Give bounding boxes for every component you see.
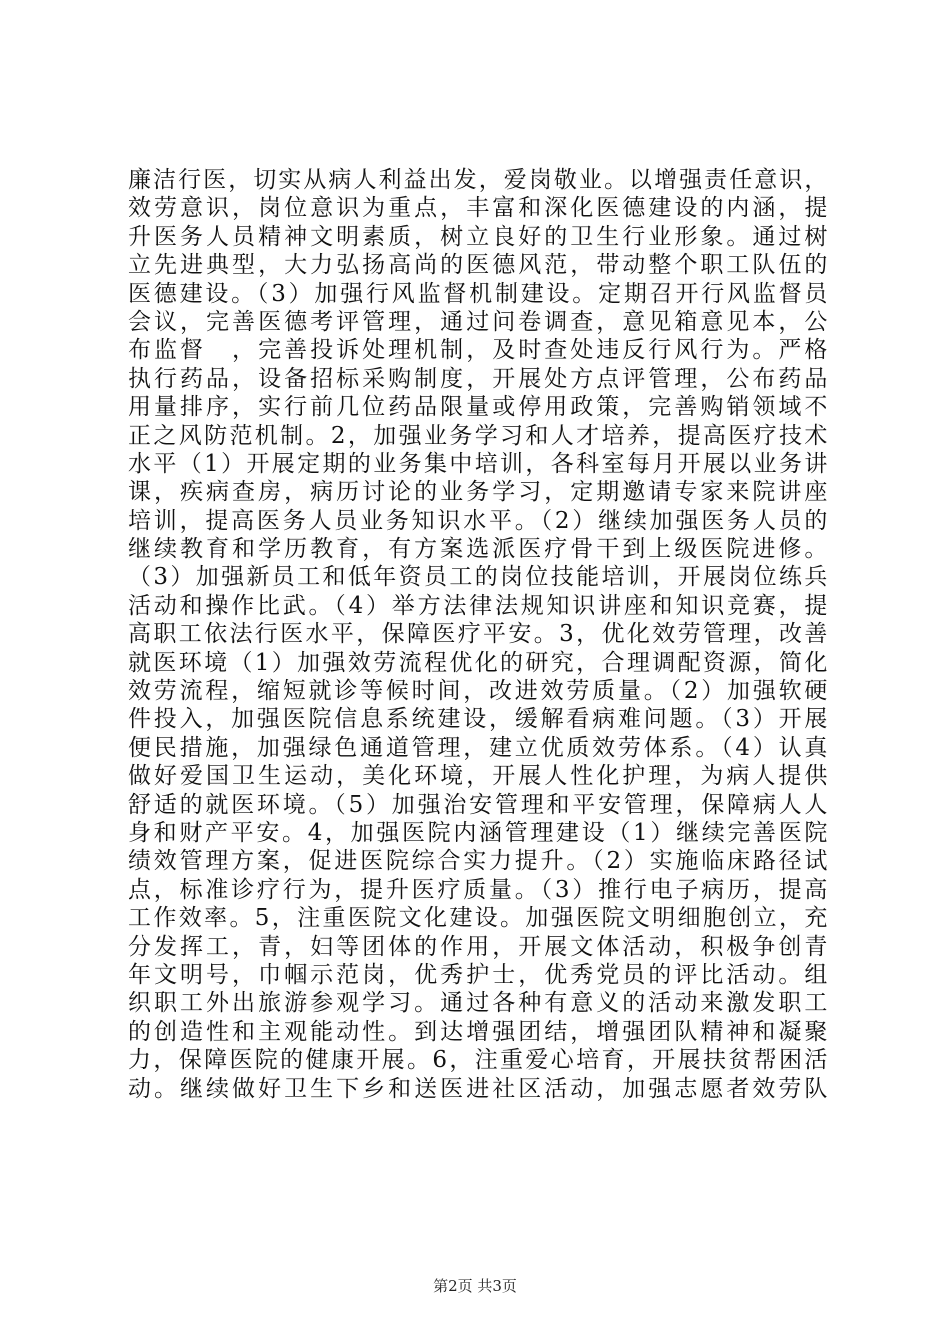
text-line: 会议，完善医德考评管理，通过问卷调查，意见箱意见本，公 bbox=[128, 308, 828, 335]
text-line: 件投入，加强医院信息系统建设，缓解看病难问题。（3）开展 bbox=[128, 706, 828, 733]
text-line: 便民措施，加强绿色通道管理，建立优质效劳体系。（4）认真 bbox=[128, 734, 828, 761]
text-line: 活动和操作比武。（4）举方法律法规知识讲座和知识竞赛，提 bbox=[128, 592, 828, 619]
text-line: 廉洁行医，切实从病人利益出发，爱岗敬业。以增强责任意识， bbox=[128, 167, 828, 193]
text-line: 效劳流程，缩短就诊等候时间，改进效劳质量。（2）加强软硬 bbox=[128, 678, 828, 705]
text-line: 织职工外出旅游参观学习。通过各种有意义的活动来激发职工 bbox=[128, 990, 828, 1017]
text-line: 身和财产平安。4，加强医院内涵管理建设（1）继续完善医院 bbox=[128, 819, 828, 846]
text-line: 升医务人员精神文明素质，树立良好的卫生行业形象。通过树 bbox=[128, 223, 828, 250]
text-line: 年文明号，巾帼示范岗，优秀护士，优秀党员的评比活动。组 bbox=[128, 961, 828, 988]
text-line: 执行药品，设备招标采购制度，开展处方点评管理，公布药品 bbox=[128, 365, 828, 392]
text-line: 点，标准诊疗行为，提升医疗质量。（3）推行电子病历，提高 bbox=[128, 876, 828, 903]
text-line: 舒适的就医环境。（5）加强治安管理和平安管理，保障病人人 bbox=[128, 791, 828, 818]
text-line: 立先进典型，大力弘扬高尚的医德风范，带动整个职工队伍的 bbox=[128, 252, 828, 279]
text-line: 课，疾病查房，病历讨论的业务学习，定期邀请专家来院讲座 bbox=[128, 479, 828, 506]
text-line: （3）加强新员工和低年资员工的岗位技能培训，开展岗位练兵 bbox=[128, 564, 828, 591]
text-line: 培训，提高医务人员业务知识水平。（2）继续加强医务人员的 bbox=[128, 507, 828, 534]
text-line: 高职工依法行医水平，保障医疗平安。3，优化效劳管理，改善 bbox=[128, 621, 828, 648]
text-line: 分发挥工，青，妇等团体的作用，开展文体活动，积极争创青 bbox=[128, 933, 828, 960]
body-text bbox=[128, 166, 828, 1103]
text-line: 医德建设。（3）加强行风监督机制建设。定期召开行风监督员 bbox=[128, 280, 828, 307]
text-line: 动。继续做好卫生下乡和送医进社区活动，加强志愿者效劳队 bbox=[128, 1075, 828, 1102]
text-line: 效劳意识，岗位意识为重点，丰富和深化医德建设的内涵，提 bbox=[128, 195, 828, 222]
page-number-footer: 第2页 共3页 bbox=[433, 1277, 517, 1295]
text-line: 正之风防范机制。2，加强业务学习和人才培养，提高医疗技术 bbox=[128, 422, 828, 449]
text-line: 布监督 ，完善投诉处理机制，及时查处违反行风行为。严格 bbox=[128, 337, 828, 364]
text-line: 绩效管理方案，促进医院综合实力提升。（2）实施临床路径试 bbox=[128, 848, 828, 875]
text-line: 水平（1）开展定期的业务集中培训，各科室每月开展以业务讲 bbox=[128, 450, 828, 477]
text-line: 就医环境（1）加强效劳流程优化的研究，合理调配资源，简化 bbox=[128, 649, 828, 676]
text-line: 做好爱国卫生运动，美化环境，开展人性化护理，为病人提供 bbox=[128, 763, 828, 790]
text-line: 力，保障医院的健康开展。6，注重爱心培育，开展扶贫帮困活 bbox=[128, 1047, 828, 1074]
text-line: 的创造性和主观能动性。到达增强团结，增强团队精神和凝聚 bbox=[128, 1018, 828, 1045]
text-line: 工作效率。5，注重医院文化建设。加强医院文明细胞创立，充 bbox=[128, 905, 828, 932]
text-line: 用量排序，实行前几位药品限量或停用政策，完善购销领域不 bbox=[128, 394, 828, 421]
text-line: 继续教育和学历教育，有方案选派医疗骨干到上级医院进修。 bbox=[128, 536, 828, 563]
